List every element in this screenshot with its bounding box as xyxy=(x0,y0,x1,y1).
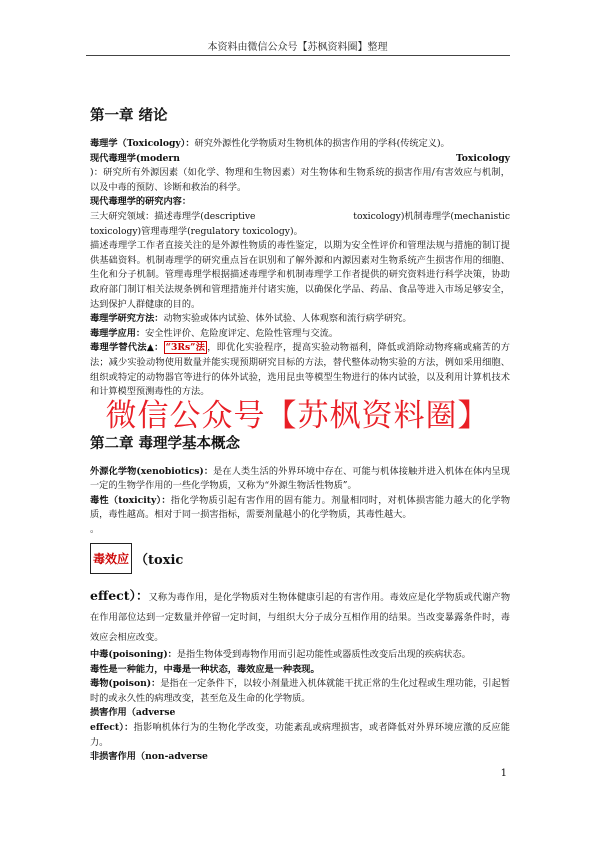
definition-non-adverse-head xyxy=(90,750,510,765)
definition: 是指生物体受到毒物作用而引起功能性或器质性改变后出现的疾病状态。 xyxy=(176,649,471,661)
toxic-en: （toxic xyxy=(135,553,184,569)
definition-adverse xyxy=(90,721,510,750)
summary-line xyxy=(90,663,510,678)
definition: ，即优化实验程序，提高实验动物福利，降低或消除动物疼痛或痛苦的方法；减少实验动物使用数量并能实现预期研究目标的方法，替代整体动物实验的方法，例如采用细胞、组织或特定的动物器官等进行的体外试验，选用昆虫等模型生物进行的体内试验，以及利用计算机技术和计算模型预测毒性的方法。 xyxy=(90,342,510,398)
summary-text: 毒性是一种能力，中毒是一种状态，毒效应是一种表现。 xyxy=(90,663,320,675)
areas-right: toxicology)机制毒理学(mechanistic xyxy=(353,210,510,222)
definition: 研究外源性化学物质对生物机体的损害作用的学科(传统定义)。 xyxy=(194,138,450,149)
term: 毒理学（Toxicology）： xyxy=(90,138,195,149)
definition-toxicity xyxy=(90,494,510,523)
section-heading-research xyxy=(90,195,510,210)
page-number: 1 xyxy=(500,768,507,779)
definition: 指影响机体行为的生物化学改变，功能紊乱或病理损害，或者降低对外界环境应激的反应能力。 xyxy=(90,722,510,748)
term-en: Toxicology xyxy=(456,152,510,164)
definition: 动物实验或体内试验、体外试验、人体观察和流行病学研究。 xyxy=(163,313,412,325)
term: 中毒(poisoning)： xyxy=(90,649,177,661)
definition: 指化学物质引起有害作用的固有能力。剂量相同时，对机体损害能力越大的化学物质，毒性越高。相对于同一损害指标，需要剂量越小的化学物质，其毒性越大。 xyxy=(90,494,511,521)
term: 损害作用（adverse xyxy=(90,707,176,719)
term: effect）： xyxy=(90,722,134,734)
definition-xenobiotics xyxy=(90,465,510,494)
definition-poisoning xyxy=(90,648,510,663)
areas-left: 三大研究领域：描述毒理学(descriptive xyxy=(90,210,256,222)
toxic-effect-heading xyxy=(90,543,510,574)
definition: 安全性评价、危险度评定、危险性管理与交流。 xyxy=(145,327,339,339)
toxic-effect-box: 毒效应 xyxy=(90,543,132,574)
research-areas-cont: toxicology)管理毒理学(regulatory toxicology)。 xyxy=(90,225,303,237)
definition-poison xyxy=(90,677,510,706)
definition: 是指在一定条件下，以较小剂量进入机体就能干扰正常的生化过程或生理功能，引起暂时的或永久性的病理改变，甚至危及生命的化学物质。 xyxy=(90,678,511,704)
research-areas-line xyxy=(90,210,510,225)
stray-period: 。 xyxy=(90,524,100,536)
term: 毒理学研究方法： xyxy=(90,313,164,325)
term: effect）： xyxy=(90,588,149,604)
3rs-highlight-box: “3Rs”法 xyxy=(165,342,206,354)
descriptive-paragraph: 描述毒理学工作者直接关注的是外源性物质的毒性鉴定，以期为安全性评价和管理法规与措施的制订提供基础资料。机制毒理学的研究重点旨在识别和了解外源和内源因素对生物系统产生损害作用的细胞、生化和分子机制。管理毒理学根据描述毒理学和机制毒理学工作者提供的研究资料进行科学决策，协助政府部门制订相关法规条例和管理措施并付诸实施，以确保化学品、药品、食品等进入市场足够安全，达到保护人群健康的目的。 xyxy=(90,240,510,310)
definition-applications xyxy=(90,327,510,342)
term: 毒理学替代法▲： xyxy=(90,342,164,354)
heading-text: 现代毒理学的研究内容： xyxy=(90,196,192,208)
definition-toxic-effect xyxy=(90,586,510,648)
definition-modern-toxicology-head xyxy=(90,152,510,167)
chapter-1-title: 第一章 绪论 xyxy=(90,108,168,124)
definition-adverse-head xyxy=(90,706,510,721)
definition-methods xyxy=(90,312,510,327)
term: 毒物(poison)： xyxy=(90,678,161,690)
chapter-2-title: 第二章 毒理学基本概念 xyxy=(90,435,241,452)
definition: 又称为毒作用，是化学物质对生物体健康引起的有害作用。毒效应是化学物质或代谢产物在作用部位达到一定数量并停留一定时间，与组织大分子成分互相作用的结果。当改变暴露条件时，毒效应会相应改变。 xyxy=(90,592,511,644)
definition-toxicology xyxy=(90,137,510,152)
term: 非损害作用（non-adverse xyxy=(90,751,208,763)
definition-modern-toxicology: )：研究所有外源因素（如化学、物理和生物因素）对生物体和生物系统的损害作用/有害效应与机制，以及中毒的预防、诊断和救治的科学。 xyxy=(90,167,510,193)
watermark-overlay: 微信公众号【苏枫资料圈】 xyxy=(105,398,490,434)
page-header: 本资料由微信公众号【苏枫资料圈】整理 xyxy=(207,42,388,53)
header-divider xyxy=(86,55,510,56)
term: 毒理学应用： xyxy=(90,327,146,339)
definition: 是在人类生活的外界环境中存在、可能与机体接触并进入机体在体内呈现一定的生物学作用的一些化学物质，又称为“外源生物活性物质”。 xyxy=(90,465,510,492)
term: 外源化学物(xenobiotics)： xyxy=(90,465,214,477)
term: 现代毒理学(modern xyxy=(90,152,180,164)
term: 毒性（toxicity）： xyxy=(90,494,171,506)
